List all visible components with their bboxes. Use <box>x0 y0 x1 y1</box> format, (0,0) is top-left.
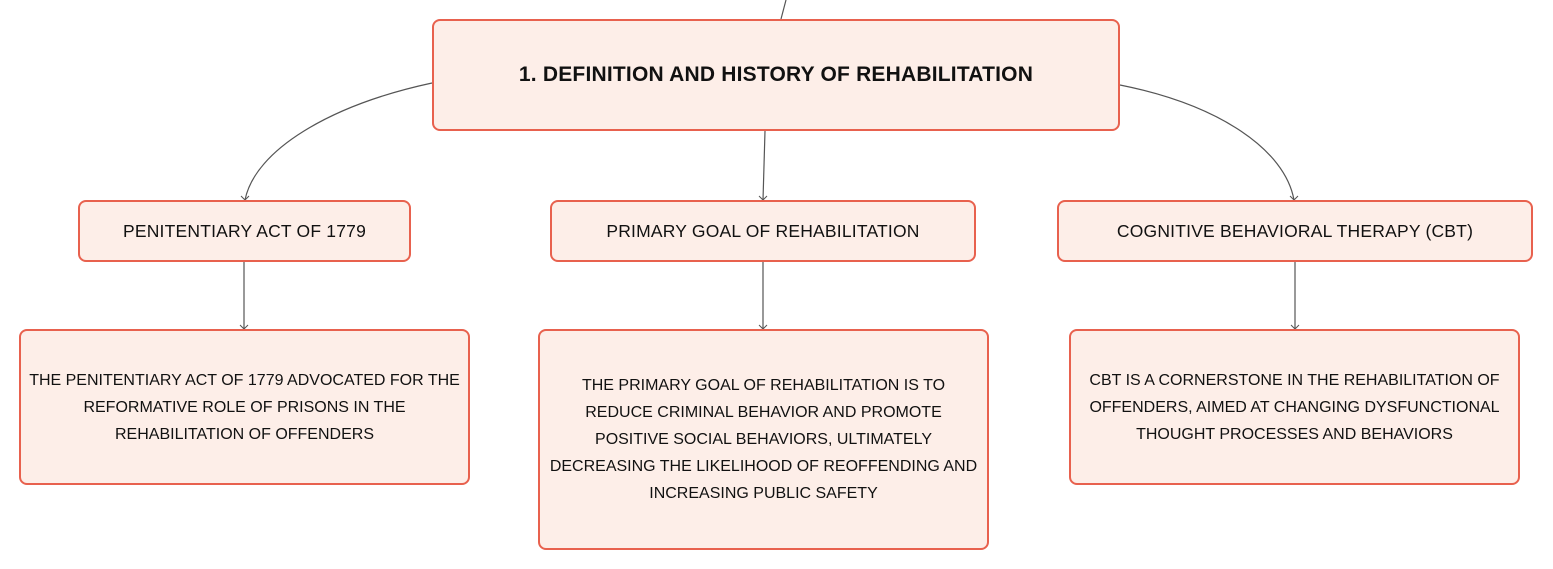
connector-root-to-topic-2 <box>763 131 765 200</box>
topic-node-cbt[interactable] <box>1057 200 1533 262</box>
connector-parent-to-root <box>781 0 786 19</box>
detail-node-cbt[interactable] <box>1069 329 1520 485</box>
topic-node-label: PRIMARY GOAL OF REHABILITATION <box>606 220 920 241</box>
detail-node-text: THE PRIMARY GOAL OF REHABILITATION IS TO REDUCE CRIMINAL BEHAVIOR AND PROMOTE POSITIVE SOCIAL BEHAVIORS, ULTIMATELY DECREASING THE LIKELIHOOD OF REOFFENDING AND INCREASING PUBLIC SAFETY <box>549 377 978 502</box>
detail-node-primary-goal[interactable] <box>538 329 989 550</box>
detail-node-penitentiary-act[interactable] <box>19 329 470 485</box>
topic-node-label: PENITENTIARY ACT OF 1779 <box>122 220 367 241</box>
topic-node-label: COGNITIVE BEHAVIORAL THERAPY (CBT) <box>1116 220 1474 241</box>
detail-node-text: CBT IS A CORNERSTONE IN THE REHABILITATION OF OFFENDERS, AIMED AT CHANGING DYSFUNCTIONAL THOUGHT PROCESSES AND BEHAVIORS <box>1089 371 1500 443</box>
root-node-label: 1. DEFINITION AND HISTORY OF REHABILITATION <box>518 63 1034 86</box>
detail-node-text: THE PENITENTIARY ACT OF 1779 ADVOCATED FOR THE REFORMATIVE ROLE OF PRISONS IN THE REHABILITATION OF OFFENDERS <box>29 371 460 443</box>
connector-root-to-topic-1 <box>245 83 432 200</box>
root-node[interactable] <box>432 19 1120 131</box>
topic-node-penitentiary-act[interactable] <box>78 200 411 262</box>
topic-node-primary-goal[interactable] <box>550 200 976 262</box>
connector-root-to-topic-3 <box>1120 85 1294 200</box>
